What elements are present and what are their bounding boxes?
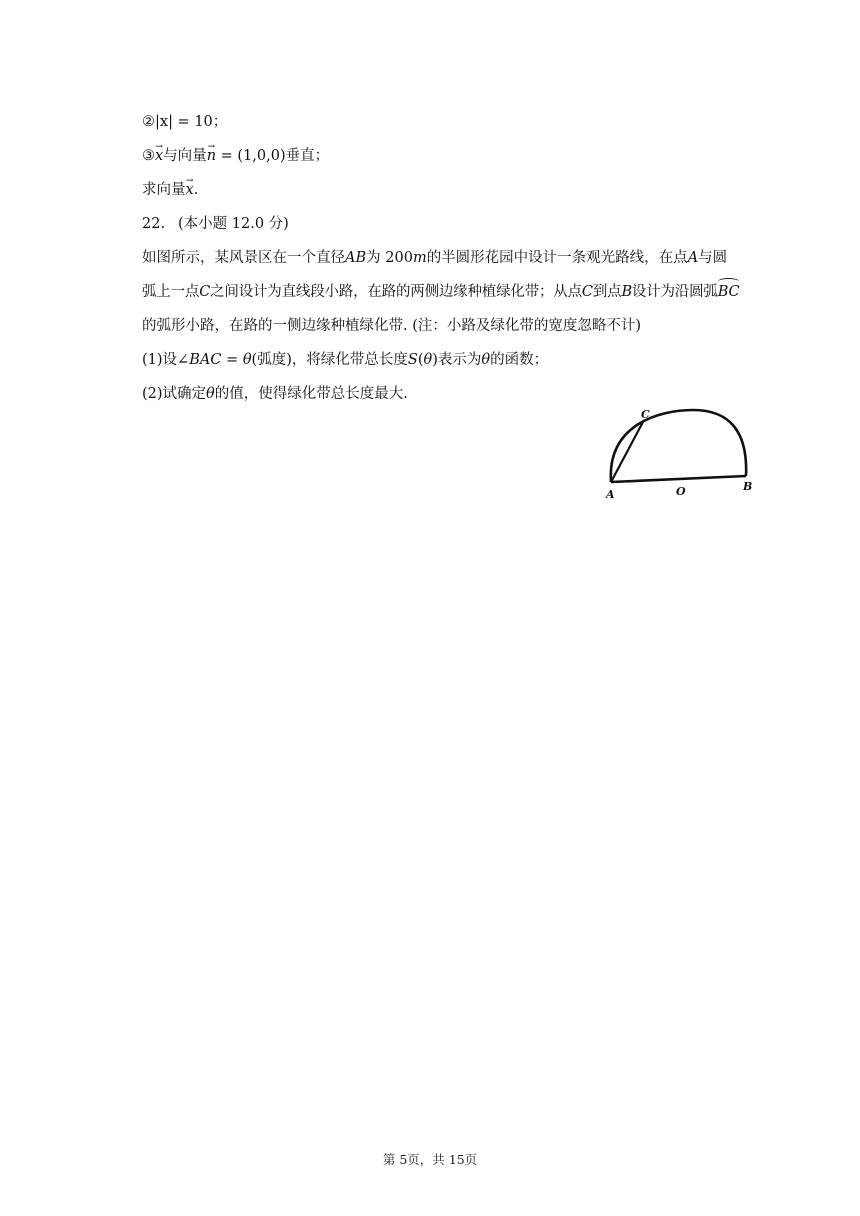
text-span: 为 200 <box>366 250 413 266</box>
question-number: 22. <box>142 216 166 232</box>
math-theta: θ <box>206 386 215 402</box>
find-vector-text: 求向量 <box>142 182 186 198</box>
text-span: )表示为 <box>432 352 482 368</box>
math-s: S <box>407 352 418 368</box>
question-body-line-1 <box>142 248 727 268</box>
text-span: = <box>221 352 243 368</box>
math-b: B <box>621 284 632 300</box>
text-span: (1)设∠ <box>142 352 190 368</box>
vector-x: → x <box>155 146 163 166</box>
math-c: C <box>581 284 593 300</box>
find-vector-line <box>142 180 198 200</box>
text-span: (2)试确定 <box>142 386 207 402</box>
semicircle-figure <box>598 404 778 504</box>
math-c: C <box>199 284 211 300</box>
math-bac: BAC <box>189 352 222 368</box>
question-body-line-3: 的弧形小路，在路的一侧边缘种植绿化带. (注：小路及绿化带的宽度忽略不计) <box>142 318 642 334</box>
sub-question-1 <box>142 350 548 370</box>
text-span: 如图所示，某风景区在一个直径 <box>142 250 345 266</box>
condition-3-text-a: 与向量 <box>163 148 207 164</box>
condition-2 <box>142 112 227 132</box>
math-m: m <box>412 250 427 266</box>
text-span: 到点 <box>592 284 622 300</box>
text-span: 弧上一点 <box>142 284 200 300</box>
math-theta: θ <box>481 352 491 368</box>
label-o: O <box>676 485 686 498</box>
condition-2-text: |x| = 10； <box>155 114 228 130</box>
arc-bc: BC <box>717 284 740 300</box>
vector-n: → n <box>207 146 216 166</box>
circled-number-2: ② <box>142 114 155 130</box>
text-span: 与圆 <box>698 250 728 266</box>
text-span: 设计为沿圆弧 <box>631 284 718 300</box>
label-b: B <box>743 480 753 493</box>
question-body-line-2 <box>142 282 739 302</box>
text-span: 之间设计为直线段小路，在路的两侧边缘种植绿化带；从点 <box>210 284 582 300</box>
math-theta: θ <box>423 352 433 368</box>
math-theta: θ <box>242 352 252 368</box>
text-span: 的函数； <box>490 352 549 368</box>
diameter-ab <box>611 476 746 482</box>
text-span: 的半圆形花园中设计一条观光路线，在点 <box>426 250 688 266</box>
condition-3 <box>142 146 329 166</box>
label-c: C <box>641 408 650 421</box>
circled-number-3: ③ <box>142 148 155 164</box>
text-span: (弧度)，将绿化带总长度 <box>251 352 408 368</box>
math-a: A <box>687 250 699 266</box>
label-a: A <box>606 488 615 501</box>
question-22-header <box>142 214 289 234</box>
condition-3-text-b: = (1,0,0)垂直； <box>216 148 330 164</box>
math-ab: AB <box>345 250 367 266</box>
page-footer: 第 5页，共 15页 <box>382 1152 478 1167</box>
question-score: (本小题 12.0 分) <box>178 216 289 232</box>
text-span: ( <box>417 352 424 368</box>
text-span: 的值，使得绿化带总长度最大. <box>214 386 408 402</box>
sub-question-2 <box>142 384 408 404</box>
vector-x-final: → x <box>186 180 194 200</box>
find-vector-period: . <box>193 182 199 198</box>
